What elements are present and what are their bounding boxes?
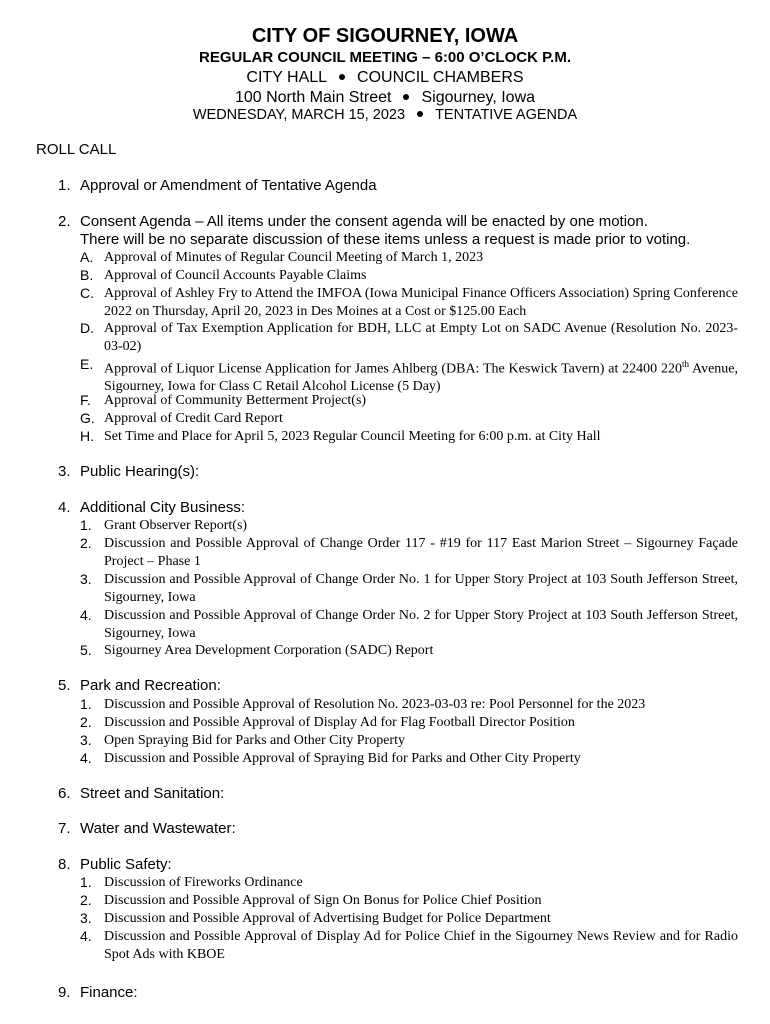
sub-item [80,267,738,285]
item-number: 9. [58,984,71,1001]
address-line [0,88,770,107]
sub-item-label: B. [80,267,94,283]
item-title: Park and Recreation: [80,677,221,694]
sub-item-text: Discussion and Possible Approval of Spraying Bid for Parks and Other City Property [104,751,581,766]
sub-item [80,928,738,963]
sub-item-text: Open Spraying Bid for Parks and Other City Property [104,733,405,748]
address-street: 100 North Main Street [234,89,392,106]
item-title: Public Safety: [80,856,172,873]
item-number: 2. [58,213,71,230]
sub-item-text: Discussion and Possible Approval of Change Order No. 1 for Upper Story Project at 103 South Jefferson Street, Sigourney, Iowa [104,572,738,605]
sub-item-label: 3. [80,571,92,587]
sub-item-label: 3. [80,910,92,926]
date-line [0,106,770,125]
sub-item-text: Approval of Minutes of Regular Council Meeting of March 1, 2023 [104,250,484,265]
sub-item-label: 5. [80,642,92,658]
item-title: Water and Wastewater: [80,820,236,837]
item-number: 7. [58,820,71,837]
item-title: Street and Sanitation: [80,785,225,802]
sub-item-text: Discussion and Possible Approval of Change Order No. 2 for Upper Story Project at 103 South Jefferson Street, Sigourney, Iowa [104,608,738,641]
sub-item-label: 4. [80,750,92,766]
sub-item-text: Approval of Community Betterment Project(s) [104,393,367,408]
sub-item [80,428,738,446]
sub-item-label: 1. [80,874,92,890]
item-title-continuation: There will be no separate discussion of these items unless a request is made prior to voting. [80,231,691,248]
sub-item-text: Approval of Credit Card Report [104,411,283,426]
sub-item-text: Grant Observer Report(s) [104,518,248,533]
sub-item [80,607,738,642]
sub-item [80,892,738,910]
location-line [0,68,770,87]
bullet-icon [417,111,423,117]
sub-item-label: D. [80,320,94,336]
sub-item-text [104,356,738,396]
sub-item [80,732,738,750]
sub-item-label: 4. [80,607,92,623]
sub-item-text: Discussion of Fireworks Ordinance [104,875,303,890]
item-title: Finance: [80,984,138,1001]
item-title: Additional City Business: [80,499,246,516]
sub-item-text: Discussion and Possible Approval of Sign On Bonus for Police Chief Position [104,893,542,908]
sub-item-text: Approval of Council Accounts Payable Claims [104,268,367,283]
sub-item-label: 3. [80,732,92,748]
sub-item-label: H. [80,428,94,444]
roll-call: ROLL CALL [36,141,117,158]
location-room: COUNCIL CHAMBERS [357,69,524,86]
sub-item [80,249,738,267]
sub-item-text: Discussion and Possible Approval of Advertising Budget for Police Department [104,911,551,926]
sub-item-label: C. [80,285,94,301]
item-title: Consent Agenda – All items under the consent agenda will be enacted by one motion. [80,213,648,230]
meeting-date: WEDNESDAY, MARCH 15, 2023 [192,107,406,123]
sub-item-text: Set Time and Place for April 5, 2023 Regular Council Meeting for 6:00 p.m. at City Hall [104,429,601,444]
meeting-subtitle: REGULAR COUNCIL MEETING – 6:00 O’CLOCK P.M. [199,49,571,66]
sub-item-text: Discussion and Possible Approval of Display Ad for Police Chief in the Sigourney News Review and for Radio Spot Ads with KBOE [104,929,738,962]
sub-item-text-part: Approval of Liquor License Application for James Ahlberg (DBA: The Keswick Tavern) at 22400 220 [104,361,682,377]
sub-item [80,320,738,355]
bullet-icon [403,94,409,100]
item-title: Public Hearing(s): [80,463,200,480]
sub-item-label: 2. [80,892,92,908]
agenda-type: TENTATIVE AGENDA [435,107,578,123]
sub-item-label: E. [80,356,94,372]
sub-item [80,714,738,732]
sub-item-text: Approval of Tax Exemption Application for BDH, LLC at Empty Lot on SADC Avenue (Resolution No. 2023-03-02) [104,321,738,354]
sub-item-text: Discussion and Possible Approval of Resolution No. 2023-03-03 re: Pool Personnel for the 2023 [104,697,646,712]
item-number: 6. [58,785,71,802]
sub-item [80,874,738,892]
sub-item-label: A. [80,249,94,265]
item-number: 4. [58,499,71,516]
sub-item [80,410,738,428]
address-city: Sigourney, Iowa [421,89,536,106]
document-title: CITY OF SIGOURNEY, IOWA [251,25,519,47]
sub-item [80,356,738,396]
item-number: 8. [58,856,71,873]
sub-item-label: 2. [80,535,92,551]
item-number: 1. [58,177,71,194]
sub-item-label: F. [80,392,91,408]
sub-item-text-part: Avenue, Sigourney, Iowa for Class C Retail Alcohol License (5 Day) [104,361,739,395]
item-number: 5. [58,677,71,694]
ordinal-suffix: th [681,359,689,369]
item-title: Approval or Amendment of Tentative Agenda [80,177,377,194]
sub-item-text: Sigourney Area Development Corporation (SADC) Report [104,643,434,658]
sub-item-label: 2. [80,714,92,730]
sub-item [80,910,738,928]
location-building: CITY HALL [246,69,328,86]
sub-item [80,750,738,768]
item-number: 3. [58,463,71,480]
sub-item [80,696,738,714]
sub-item-text: Discussion and Possible Approval of Display Ad for Flag Football Director Position [104,715,575,730]
sub-item [80,285,738,320]
sub-item [80,392,738,410]
sub-item-label: 1. [80,517,92,533]
sub-item-label: 1. [80,696,92,712]
sub-item-label: G. [80,410,95,426]
sub-item-text: Approval of Ashley Fry to Attend the IMFOA (Iowa Municipal Finance Officers Association) Spring Conference 2022 on Thursday, April 20, 2023 in Des Moines at a Cost or $125.00 Each [104,286,738,319]
sub-item [80,535,738,570]
sub-item [80,517,738,535]
sub-item [80,642,738,660]
sub-item-text: Discussion and Possible Approval of Change Order 117 - #19 for 117 East Marion Street – Sigourney Façade Project – Phase 1 [104,536,738,569]
sub-item [80,571,738,606]
sub-item-label: 4. [80,928,92,944]
bullet-icon [339,74,345,80]
